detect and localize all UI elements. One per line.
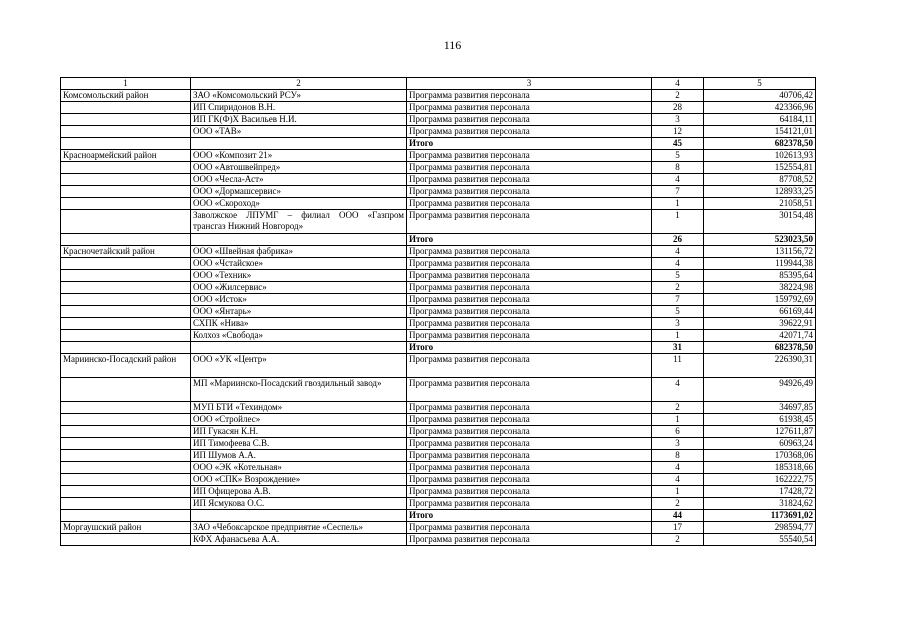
table-row — [61, 378, 816, 402]
organization-cell: МП «Мариинско-Посадский гвоздильный завод» — [191, 378, 407, 402]
amount-cell: 61938,45 — [704, 414, 816, 426]
employee-count-cell: 1 — [652, 486, 704, 498]
organization-cell: ИП Гукасян К.Н. — [191, 426, 407, 438]
district-cell — [61, 498, 191, 510]
program-cell: Программа развития персонала — [407, 498, 652, 510]
organization-cell: ИП Офицерова А.В. — [191, 486, 407, 498]
table-row — [61, 150, 816, 162]
amount-cell: 66169,44 — [704, 306, 816, 318]
organization-cell — [191, 234, 407, 246]
program-cell: Программа развития персонала — [407, 378, 652, 402]
program-cell: Программа развития персонала — [407, 534, 652, 546]
program-cell: Итого — [407, 342, 652, 354]
organization-cell — [191, 138, 407, 150]
table-row — [61, 486, 816, 498]
column-number-4: 4 — [652, 78, 704, 90]
amount-cell: 185318,66 — [704, 462, 816, 474]
employee-count-cell: 7 — [652, 294, 704, 306]
program-cell: Программа развития персонала — [407, 282, 652, 294]
organization-cell: Заволжское ЛПУМГ – филиал ООО «Газпром трансгаз Нижний Новгород» — [191, 210, 407, 234]
organization-cell: ООО «Чстайское» — [191, 258, 407, 270]
program-cell: Программа развития персонала — [407, 522, 652, 534]
total-row — [61, 510, 816, 522]
amount-cell: 55540,54 — [704, 534, 816, 546]
employee-count-cell: 4 — [652, 462, 704, 474]
organization-cell: ООО «ЭК «Котельная» — [191, 462, 407, 474]
amount-cell: 423366,96 — [704, 102, 816, 114]
table-row — [61, 438, 816, 450]
district-cell — [61, 234, 191, 246]
total-row — [61, 342, 816, 354]
column-number-1: 1 — [61, 78, 191, 90]
organization-cell: ИП Шумов А.А. — [191, 450, 407, 462]
organization-cell: ООО «УК «Центр» — [191, 354, 407, 378]
table-row — [61, 330, 816, 342]
employee-count-cell: 8 — [652, 450, 704, 462]
amount-cell: 682378,50 — [704, 138, 816, 150]
district-cell — [61, 318, 191, 330]
organization-cell: ООО «Янтарь» — [191, 306, 407, 318]
organization-cell: ИП Спиридонов В.Н. — [191, 102, 407, 114]
employee-count-cell: 4 — [652, 246, 704, 258]
amount-cell: 131156,72 — [704, 246, 816, 258]
organization-cell: ООО «ТАВ» — [191, 126, 407, 138]
district-cell — [61, 330, 191, 342]
employee-count-cell: 31 — [652, 342, 704, 354]
table-row — [61, 114, 816, 126]
organization-cell — [191, 342, 407, 354]
employee-count-cell: 4 — [652, 174, 704, 186]
column-number-2: 2 — [191, 78, 407, 90]
employee-count-cell: 17 — [652, 522, 704, 534]
organization-cell: МУП БТИ «Техиндом» — [191, 402, 407, 414]
table-row — [61, 498, 816, 510]
table-row — [61, 198, 816, 210]
program-cell: Программа развития персонала — [407, 162, 652, 174]
employee-count-cell: 5 — [652, 270, 704, 282]
employee-count-cell: 5 — [652, 306, 704, 318]
organization-cell: ООО «Автошвейпред» — [191, 162, 407, 174]
employee-count-cell: 28 — [652, 102, 704, 114]
table-row — [61, 270, 816, 282]
table-row — [61, 402, 816, 414]
employee-count-cell: 26 — [652, 234, 704, 246]
program-cell: Программа развития персонала — [407, 330, 652, 342]
employee-count-cell: 2 — [652, 402, 704, 414]
table-row — [61, 126, 816, 138]
program-cell: Программа развития персонала — [407, 414, 652, 426]
program-cell: Итого — [407, 138, 652, 150]
employee-count-cell: 1 — [652, 210, 704, 234]
district-cell — [61, 486, 191, 498]
program-cell: Программа развития персонала — [407, 126, 652, 138]
district-cell — [61, 138, 191, 150]
district-cell — [61, 174, 191, 186]
district-cell — [61, 114, 191, 126]
program-cell: Программа развития персонала — [407, 318, 652, 330]
district-cell — [61, 438, 191, 450]
amount-cell: 128933,25 — [704, 186, 816, 198]
employee-count-cell: 11 — [652, 354, 704, 378]
employee-count-cell: 2 — [652, 534, 704, 546]
amount-cell: 31824,62 — [704, 498, 816, 510]
table-row — [61, 282, 816, 294]
program-cell: Программа развития персонала — [407, 90, 652, 102]
district-cell — [61, 378, 191, 402]
total-row — [61, 138, 816, 150]
table-row — [61, 186, 816, 198]
program-cell: Итого — [407, 234, 652, 246]
employee-count-cell: 12 — [652, 126, 704, 138]
organization-cell: Колхоз «Свобода» — [191, 330, 407, 342]
amount-cell: 226390,31 — [704, 354, 816, 378]
organization-cell: ООО «Чесла-Аст» — [191, 174, 407, 186]
employee-count-cell: 44 — [652, 510, 704, 522]
amount-cell: 60963,24 — [704, 438, 816, 450]
program-cell: Программа развития персонала — [407, 102, 652, 114]
amount-cell: 102613,93 — [704, 150, 816, 162]
amount-cell: 170368,06 — [704, 450, 816, 462]
organization-cell: ООО «Стройлес» — [191, 414, 407, 426]
amount-cell: 94926,49 — [704, 378, 816, 402]
organization-cell: КФХ Афанасьева А.А. — [191, 534, 407, 546]
amount-cell: 523023,50 — [704, 234, 816, 246]
district-cell — [61, 162, 191, 174]
employee-count-cell: 6 — [652, 426, 704, 438]
organization-cell: ООО «Скороход» — [191, 198, 407, 210]
column-number-row — [61, 78, 816, 90]
employee-count-cell: 2 — [652, 498, 704, 510]
district-cell: Красночетайский район — [61, 246, 191, 258]
page-number: 116 — [443, 38, 462, 52]
district-cell — [61, 258, 191, 270]
district-cell: Мариинско-Посадский район — [61, 354, 191, 378]
amount-cell: 40706,42 — [704, 90, 816, 102]
staff-development-table — [60, 77, 816, 546]
amount-cell: 64184,11 — [704, 114, 816, 126]
program-cell: Программа развития персонала — [407, 150, 652, 162]
amount-cell: 17428,72 — [704, 486, 816, 498]
employee-count-cell: 4 — [652, 474, 704, 486]
amount-cell: 85395,64 — [704, 270, 816, 282]
table-row — [61, 474, 816, 486]
table-row — [61, 174, 816, 186]
column-number-3: 3 — [407, 78, 652, 90]
district-cell — [61, 450, 191, 462]
program-cell: Итого — [407, 510, 652, 522]
employee-count-cell: 2 — [652, 282, 704, 294]
amount-cell: 162222,75 — [704, 474, 816, 486]
employee-count-cell: 3 — [652, 438, 704, 450]
program-cell: Программа развития персонала — [407, 354, 652, 378]
table-row — [61, 90, 816, 102]
employee-count-cell: 3 — [652, 318, 704, 330]
table-row — [61, 306, 816, 318]
amount-cell: 39622,91 — [704, 318, 816, 330]
amount-cell: 21058,51 — [704, 198, 816, 210]
district-cell — [61, 126, 191, 138]
program-cell: Программа развития персонала — [407, 114, 652, 126]
program-cell: Программа развития персонала — [407, 174, 652, 186]
district-cell — [61, 534, 191, 546]
organization-cell: ИП ГК(Ф)Х Васильев Н.И. — [191, 114, 407, 126]
table-row — [61, 354, 816, 378]
program-cell: Программа развития персонала — [407, 258, 652, 270]
table-row — [61, 162, 816, 174]
organization-cell: ООО «Исток» — [191, 294, 407, 306]
organization-cell: ООО «Композит 21» — [191, 150, 407, 162]
employee-count-cell: 7 — [652, 186, 704, 198]
district-cell — [61, 186, 191, 198]
organization-cell — [191, 510, 407, 522]
table-row — [61, 102, 816, 114]
employee-count-cell: 5 — [652, 150, 704, 162]
amount-cell: 682378,50 — [704, 342, 816, 354]
program-cell: Программа развития персонала — [407, 294, 652, 306]
program-cell: Программа развития персонала — [407, 306, 652, 318]
organization-cell: СХПК «Нива» — [191, 318, 407, 330]
table-row — [61, 426, 816, 438]
organization-cell: ООО «Дормашсервис» — [191, 186, 407, 198]
amount-cell: 38224,98 — [704, 282, 816, 294]
district-cell — [61, 294, 191, 306]
program-cell: Программа развития персонала — [407, 198, 652, 210]
district-cell: Комсомольский район — [61, 90, 191, 102]
district-cell — [61, 198, 191, 210]
program-cell: Программа развития персонала — [407, 438, 652, 450]
program-cell: Программа развития персонала — [407, 246, 652, 258]
organization-cell: ООО «СПК» Возрождение» — [191, 474, 407, 486]
amount-cell: 152554,81 — [704, 162, 816, 174]
employee-count-cell: 4 — [652, 378, 704, 402]
employee-count-cell: 45 — [652, 138, 704, 150]
total-row — [61, 234, 816, 246]
organization-cell: ИП Ясмукова О.С. — [191, 498, 407, 510]
organization-cell: ООО «Швейная фабрика» — [191, 246, 407, 258]
district-cell — [61, 462, 191, 474]
program-cell: Программа развития персонала — [407, 462, 652, 474]
table-row — [61, 450, 816, 462]
employee-count-cell: 1 — [652, 198, 704, 210]
amount-cell: 30154,48 — [704, 210, 816, 234]
program-cell: Программа развития персонала — [407, 402, 652, 414]
amount-cell: 87708,52 — [704, 174, 816, 186]
amount-cell: 159792,69 — [704, 294, 816, 306]
employee-count-cell: 2 — [652, 90, 704, 102]
district-cell — [61, 414, 191, 426]
program-cell: Программа развития персонала — [407, 474, 652, 486]
table-row — [61, 246, 816, 258]
amount-cell: 298594,77 — [704, 522, 816, 534]
organization-cell: ЗАО «Чебоксарское предприятие «Сеспель» — [191, 522, 407, 534]
amount-cell: 34697,85 — [704, 402, 816, 414]
organization-cell: ИП Тимофеева С.В. — [191, 438, 407, 450]
district-cell — [61, 342, 191, 354]
table-row — [61, 522, 816, 534]
district-cell — [61, 402, 191, 414]
organization-cell: ЗАО «Комсомольский РСУ» — [191, 90, 407, 102]
employee-count-cell: 4 — [652, 258, 704, 270]
amount-cell: 127611,87 — [704, 426, 816, 438]
district-cell — [61, 510, 191, 522]
table-row — [61, 534, 816, 546]
organization-cell: ООО «Жилсервис» — [191, 282, 407, 294]
table-row — [61, 258, 816, 270]
amount-cell: 1173691,02 — [704, 510, 816, 522]
district-cell — [61, 474, 191, 486]
program-cell: Программа развития персонала — [407, 450, 652, 462]
program-cell: Программа развития персонала — [407, 486, 652, 498]
table-row — [61, 318, 816, 330]
district-cell — [61, 102, 191, 114]
table-row — [61, 294, 816, 306]
amount-cell: 42071,74 — [704, 330, 816, 342]
district-cell — [61, 210, 191, 234]
district-cell — [61, 426, 191, 438]
employee-count-cell: 1 — [652, 330, 704, 342]
amount-cell: 154121,01 — [704, 126, 816, 138]
district-cell: Красноармейский район — [61, 150, 191, 162]
district-cell — [61, 270, 191, 282]
program-cell: Программа развития персонала — [407, 210, 652, 234]
district-cell: Моргаушский район — [61, 522, 191, 534]
table-row — [61, 414, 816, 426]
district-cell — [61, 306, 191, 318]
employee-count-cell: 1 — [652, 414, 704, 426]
table-row — [61, 462, 816, 474]
employee-count-cell: 3 — [652, 114, 704, 126]
program-cell: Программа развития персонала — [407, 270, 652, 282]
column-number-5: 5 — [704, 78, 816, 90]
table-row — [61, 210, 816, 234]
organization-cell: ООО «Техник» — [191, 270, 407, 282]
employee-count-cell: 8 — [652, 162, 704, 174]
program-cell: Программа развития персонала — [407, 186, 652, 198]
program-cell: Программа развития персонала — [407, 426, 652, 438]
district-cell — [61, 282, 191, 294]
amount-cell: 119944,38 — [704, 258, 816, 270]
